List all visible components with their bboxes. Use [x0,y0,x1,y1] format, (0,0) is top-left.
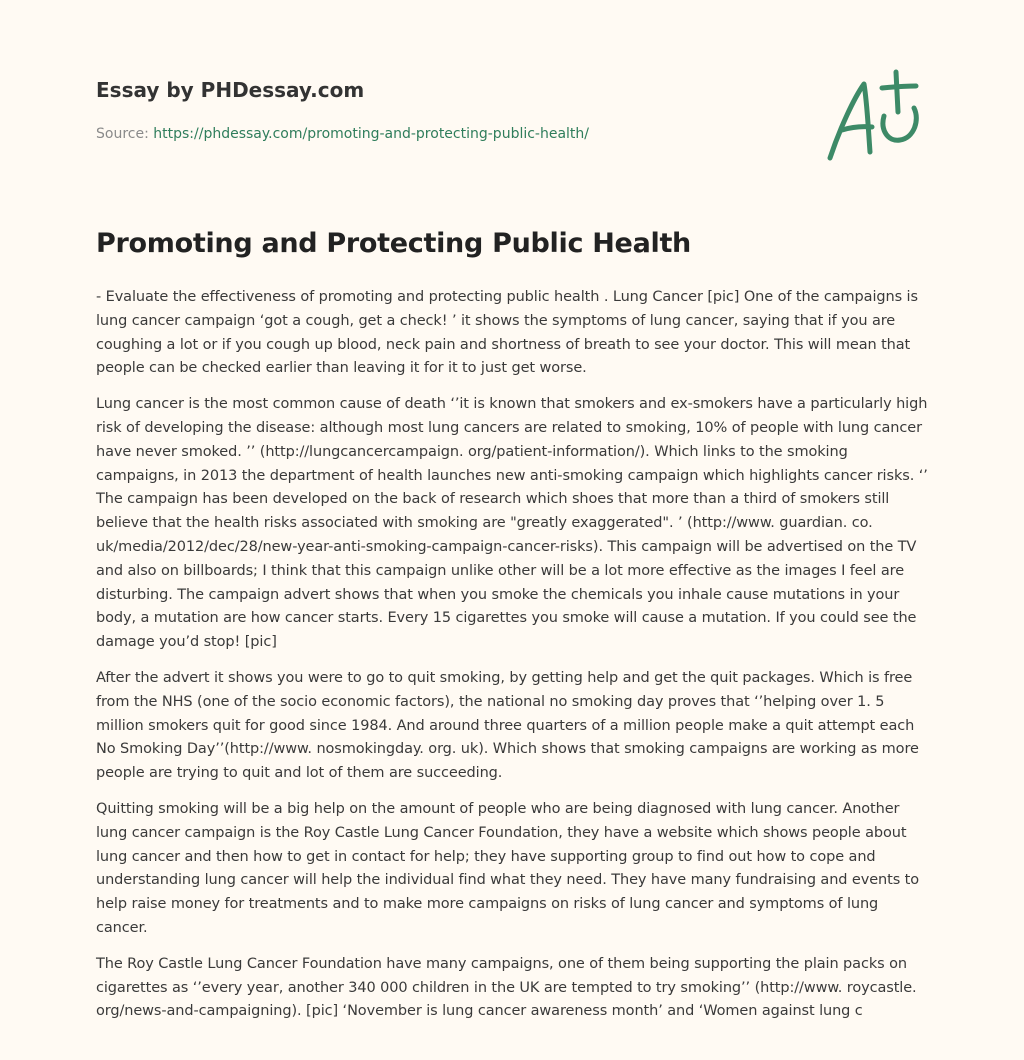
essay-paragraph: Quitting smoking will be a big help on the amount of people who are being diagnosed with lung cancer. Another lung cancer campaign is the Roy Castle Lung Cancer Foundation, they have a website which shows people about lung cancer and then how to get in contact for help; they have supporting group to find out how to cope and understanding lung cancer will help the individual find what they need. They have many fundraising and events to help raise money for treatments and to make more campaigns on risks of lung cancer and symptoms of lung cancer. [96,800,920,936]
essay-paragraph: Lung cancer is the most common cause of death ‘’it is known that smokers and ex-smokers have a particularly high risk of developing the disease: although most lung cancers are related to smoking, 10% of people with lung cancer have never smoked. ’’ (http://lungcancercampaign. org/patient-information/). Which links to the smoking campaigns, in 2013 the department of health launches new anti-smoking campaign which highlights cancer risks. ‘’ The campaign has been developed on the back of research which shoes that more than a third of smokers still believe that the health risks associated with smoking are "greatly exaggerated". ’ (http://www. guardian. co. uk/media/2012/dec/28/new-year-anti-smoking-campaign-cancer-risks). This campaign will be advertised on the TV and also on billboards; I think that this campaign unlike other will be a lot more effective as the images I feel are disturbing. The campaign advert shows that when you smoke the chemicals you inhale cause mutations in your body, a mutation are how cancer starts. Every 15 cigarettes you smoke will cause a mutation. If you could see the damage you’d stop! [pic] [96,396,928,651]
essay-body [96,286,932,1036]
essay-paragraph: - Evaluate the effectiveness of promoting and protecting public health . Lung Cancer [pic] One of the campaigns is lung cancer campaign ‘got a cough, get a check! ’ it shows the symptoms of lung cancer, saying that if you are coughing a lot or if you cough up blood, neck pain and shortness of breath to see your doctor. This will mean that people can be checked earlier than leaving it for it to just get worse. [96,289,918,377]
page-header [96,76,796,144]
site-title: Essay by PHDessay.com [96,78,365,102]
essay-title: Promoting and Protecting Public Health [96,228,691,259]
source-line [96,124,796,144]
essay-paragraph: The Roy Castle Lung Cancer Foundation have many campaigns, one of them being supporting the plain packs on cigarettes as ‘’every year, another 340 000 children in the UK are tempted to try smoking’’ (http://www. roycastle. org/news-and-campaigning). [pic] ‘November is lung cancer awareness month’ and ‘Women against lung c [96,955,917,1020]
source-label: Source: [96,126,154,142]
source-link[interactable]: https://phdessay.com/promoting-and-protecting-public-health/ [153,126,590,142]
a-plus-logo-icon [818,66,930,166]
essay-paragraph: After the advert it shows you were to go to quit smoking, by getting help and get the quit packages. Which is free from the NHS (one of the socio economic factors), the national no smoking day proves that ‘’helping over 1. 5 million smokers quit for good since 1984. And around three quarters of a million people make a quit attempt each No Smoking Day’’(http://www. nosmokingday. org. uk). Which shows that smoking campaigns are working as more people are trying to quit and lot of them are succeeding. [96,669,919,782]
